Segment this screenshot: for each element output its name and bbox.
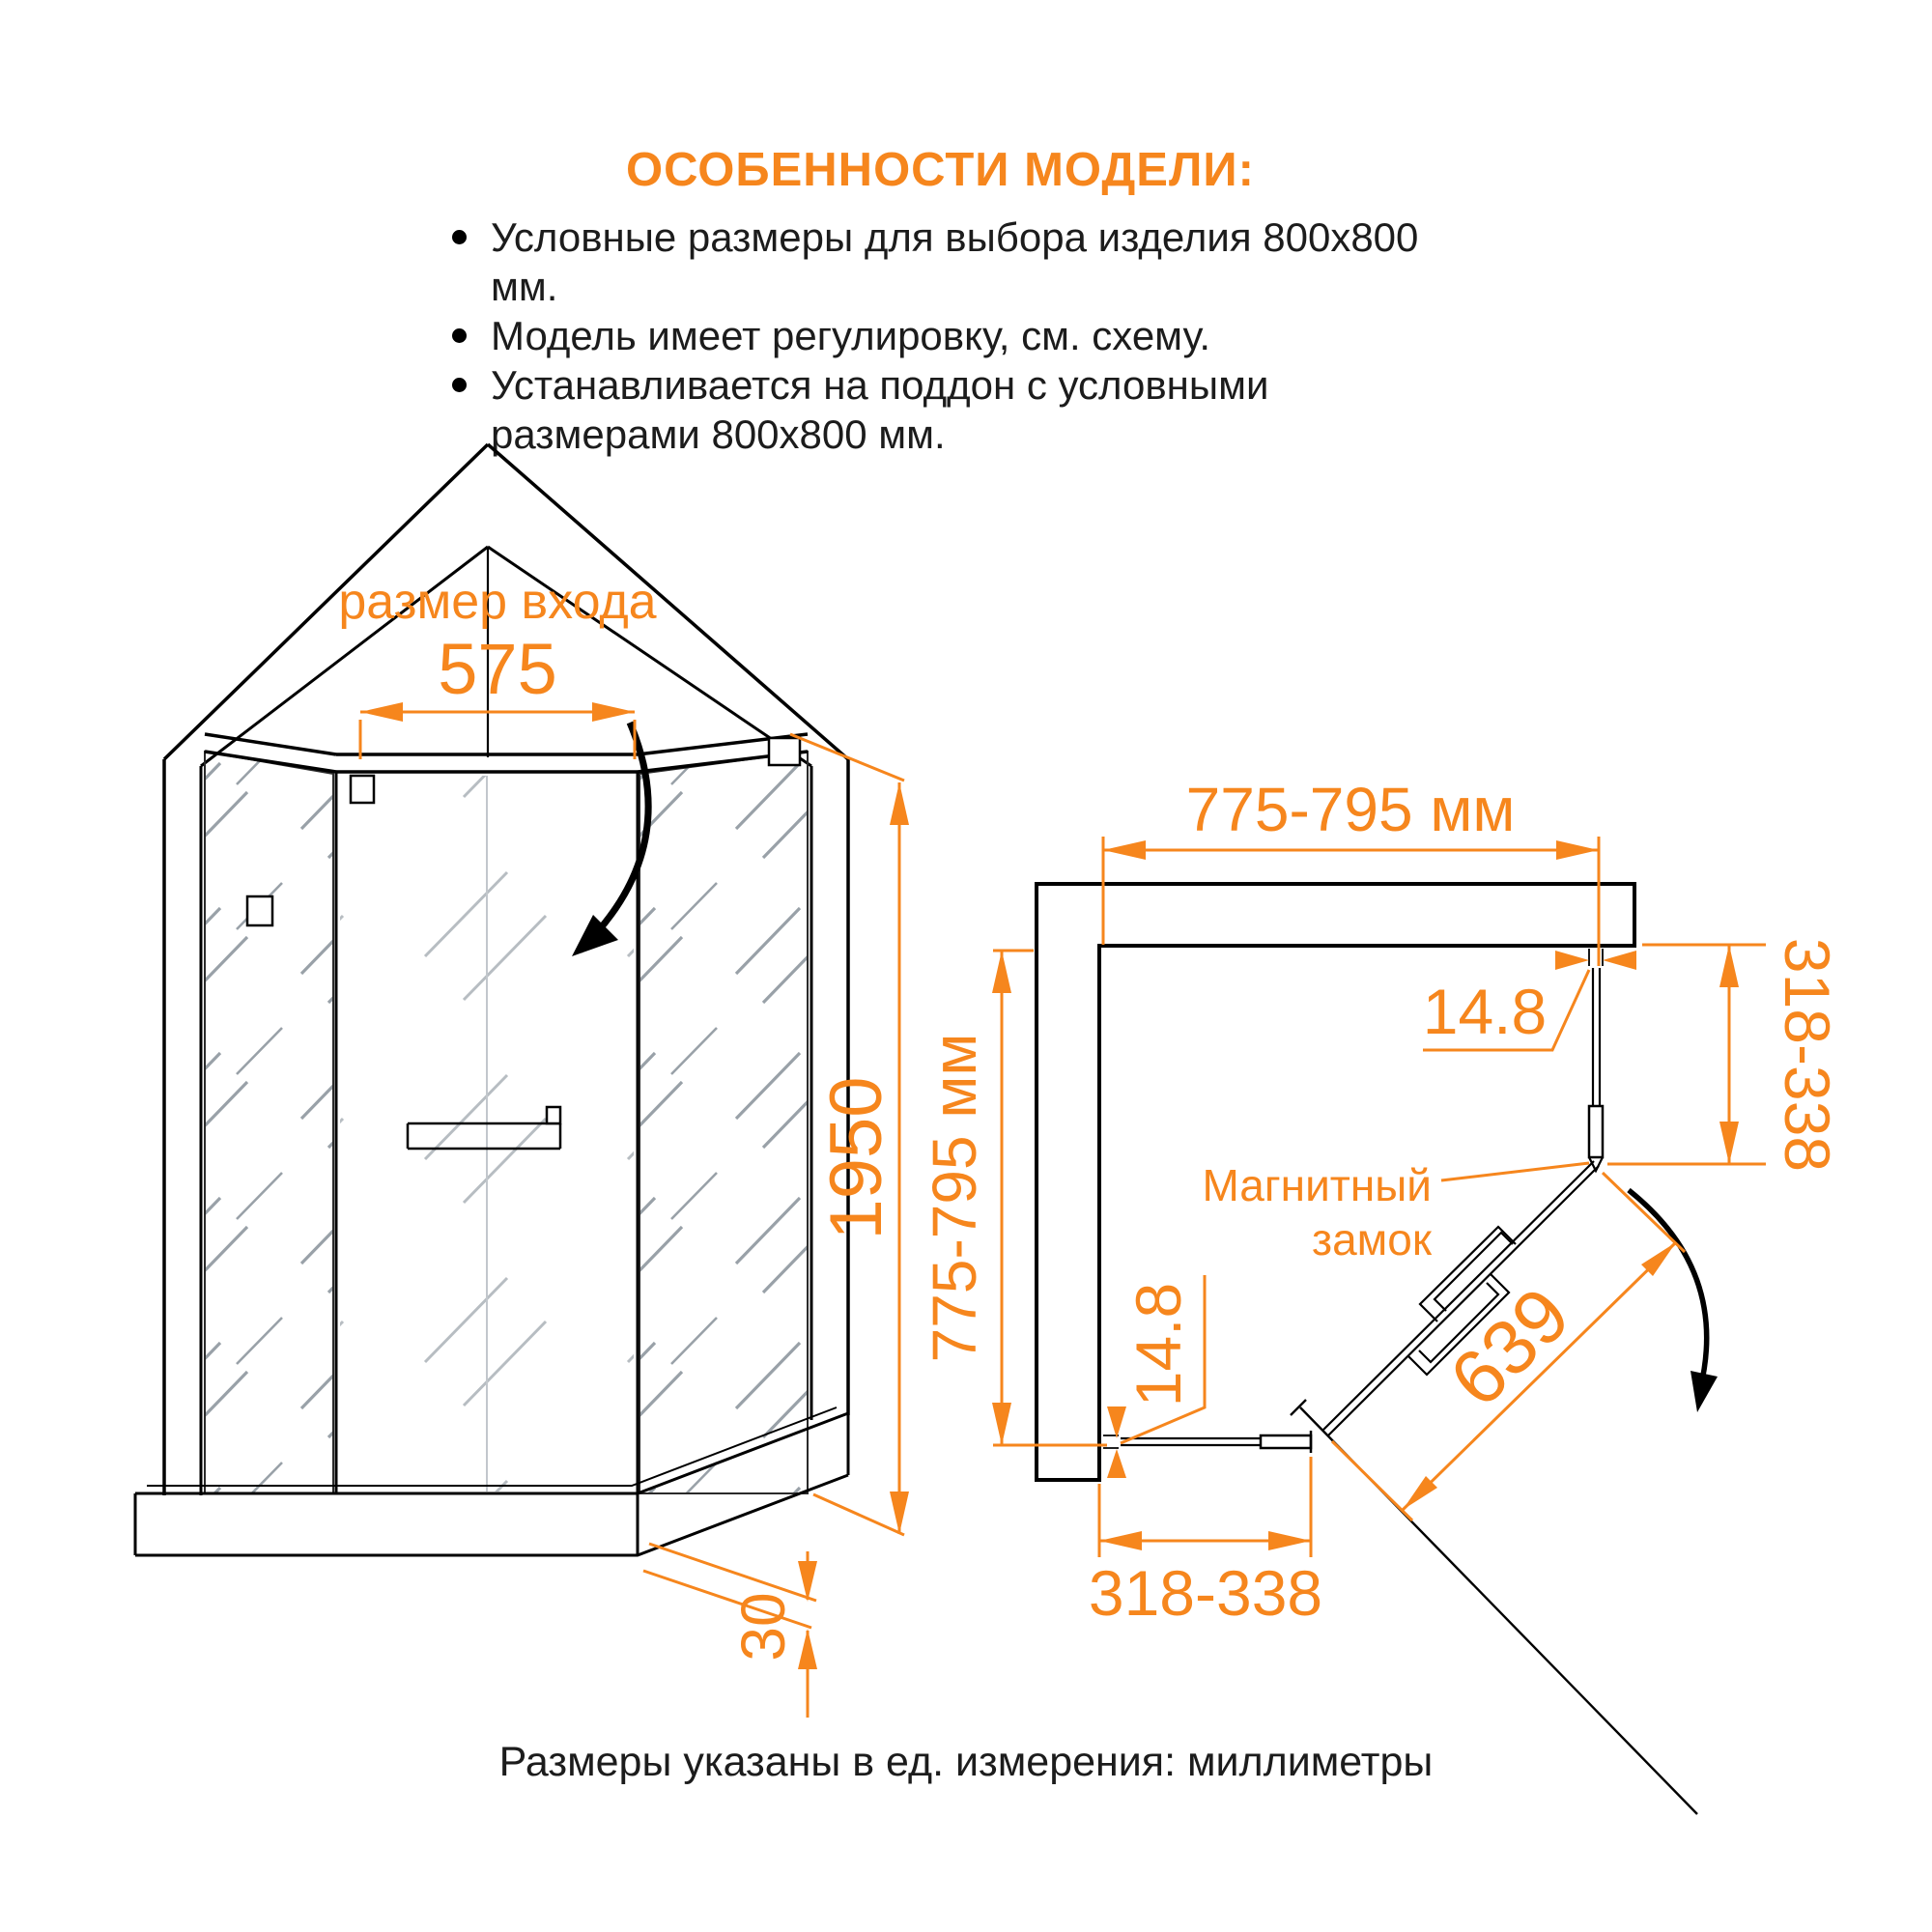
feature-item: Устанавливается на поддон с условными размерами 800х800 мм. — [446, 360, 1432, 459]
lock-label-line2: замок — [1311, 1214, 1432, 1264]
fixed-panel-bottom — [1103, 1431, 1311, 1453]
fixed-panel-right — [1589, 949, 1603, 1171]
wall-bracket-right — [769, 738, 800, 765]
page-title: ОСОБЕННОСТИ МОДЕЛИ: — [626, 144, 1255, 196]
dim-panel-right — [1607, 945, 1766, 1164]
height-value: 1950 — [815, 1076, 897, 1240]
door-width-value: 639 — [1433, 1270, 1586, 1423]
width-top-value: 775-795 мм — [1185, 775, 1516, 844]
glass-panel-left — [205, 752, 333, 1493]
entry-width-value: 575 — [438, 629, 557, 709]
gap-bottom-value: 14.8 — [1122, 1282, 1194, 1407]
tray-height-value: 30 — [728, 1592, 798, 1662]
door-swing-arc — [1629, 1190, 1707, 1389]
panel-right-value: 318-338 — [1772, 937, 1843, 1173]
gap-marker — [1107, 1449, 1126, 1478]
lock-label-line1: Магнитный — [1202, 1160, 1432, 1210]
gap-top-value: 14.8 — [1422, 976, 1548, 1047]
door-hinge — [351, 776, 374, 803]
door-swing-arrowhead — [1690, 1371, 1718, 1412]
feature-item: Модель имеет регулировку, см. схему. — [446, 311, 1432, 360]
panel-bottom-value: 318-338 — [1088, 1557, 1323, 1629]
top-view — [920, 775, 1843, 1814]
gap-marker — [1555, 951, 1589, 970]
depth-left-value: 775-795 мм — [920, 1033, 989, 1363]
dim-panel-bottom — [1099, 1457, 1311, 1557]
front-view — [135, 444, 909, 1718]
feature-item: Условные размеры для выбора изделия 800х800 мм. — [446, 213, 1432, 311]
units-note: Размеры указаны в ед. измерения: миллиметры — [498, 1739, 1434, 1785]
dim-entry-width — [360, 702, 635, 759]
gap-marker — [1107, 1406, 1126, 1438]
glass-panel-right — [639, 752, 808, 1493]
lock-leader — [1441, 1163, 1589, 1180]
entry-size-label: размер входа — [338, 574, 657, 630]
gap-marker — [1603, 951, 1636, 970]
wall-bracket-left — [247, 896, 272, 925]
